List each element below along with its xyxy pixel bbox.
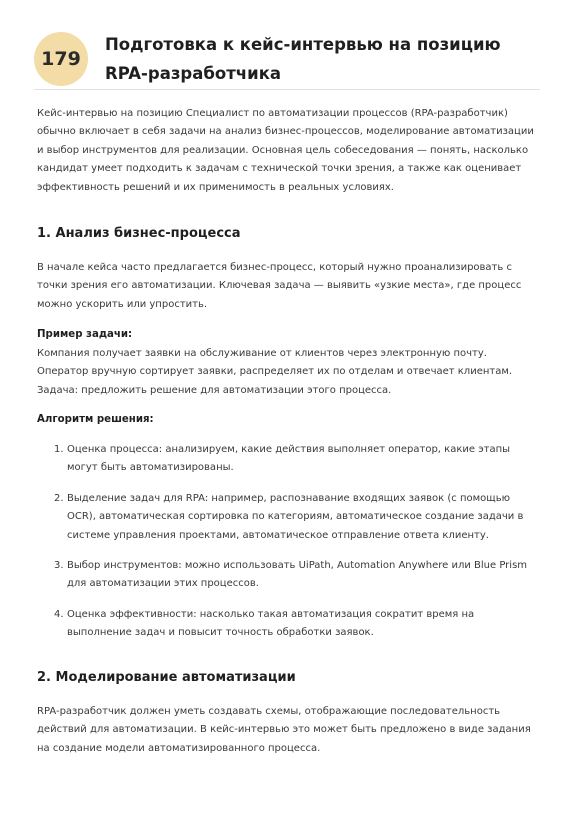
list-item xyxy=(37,557,537,594)
page-number-badge: 179 xyxy=(34,32,88,86)
section-2-paragraph: RPA-разработчик должен уметь создавать схемы, отображающие последовательность действий для автоматизации. В кейс-интервью это может быть предложено в виде задания на создание модели автоматизированного процесса. xyxy=(37,706,531,754)
step-number: 2. xyxy=(54,492,64,504)
example-text: Компания получает заявки на обслуживание от клиентов через электронную почту. Оператор вручную сортирует заявки, распределяет их по отделам и отвечает клиентам. Задача: предложить решение для автоматизации этого процесса. xyxy=(37,348,513,396)
example-label: Пример задачи: xyxy=(37,329,133,340)
step-text: Выделение задач для RPA: например, распознавание входящих заявок (с помощью OCR), автоматическая сортировка по категориям, автоматическое создание задачи в системе управления проектами, автоматическое отправление ответа клиенту. xyxy=(67,492,524,541)
algorithm-label: Алгоритм решения: xyxy=(37,414,154,425)
step-number: 1. xyxy=(54,444,64,455)
list-item xyxy=(37,441,537,478)
step-number: 3. xyxy=(54,560,64,572)
header xyxy=(34,28,544,86)
step-number: 4. xyxy=(54,608,64,620)
step-text: Оценка процесса: анализируем, какие действия выполняет оператор, какие этапы могут быть автоматизированы. xyxy=(67,444,511,474)
header-divider xyxy=(34,89,540,90)
intro-paragraph: Кейс-интервью на позицию Специалист по автоматизации процессов (RPA-разработчик) обычно включает в себя задачи на анализ бизнес-процессов, моделирование автоматизации и выбор инструментов для реализации. Основная цель собеседования — понять, насколько кандидат умеет подходить к задачам с технической точки зрения, а также как оценивает эффективность решений и их применимость в реальных условиях. xyxy=(37,108,534,193)
step-text: Оценка эффективности: насколько такая автоматизация сократит время на выполнение задач и повысит точность обработки заявок. xyxy=(67,608,475,639)
algorithm-steps xyxy=(37,441,537,655)
list-item xyxy=(37,490,537,545)
section-1-paragraph: В начале кейса часто предлагается бизнес-процесс, который нужно проанализировать с точки зрения его автоматизации. Ключевая задача — выявить «узкие места», где процесс можно ускорить или упростить. xyxy=(37,262,522,310)
section-1-heading: 1. Анализ бизнес-процесса xyxy=(37,226,241,241)
section-2-heading: 2. Моделирование автоматизации xyxy=(37,670,296,685)
step-text: Выбор инструментов: можно использовать UiPath, Automation Anywhere или Blue Prism для автоматизации этих процессов. xyxy=(67,560,528,590)
page-title: Подготовка к кейс-интервью на позицию RPA-разработчика xyxy=(105,35,501,83)
list-item xyxy=(37,606,537,643)
